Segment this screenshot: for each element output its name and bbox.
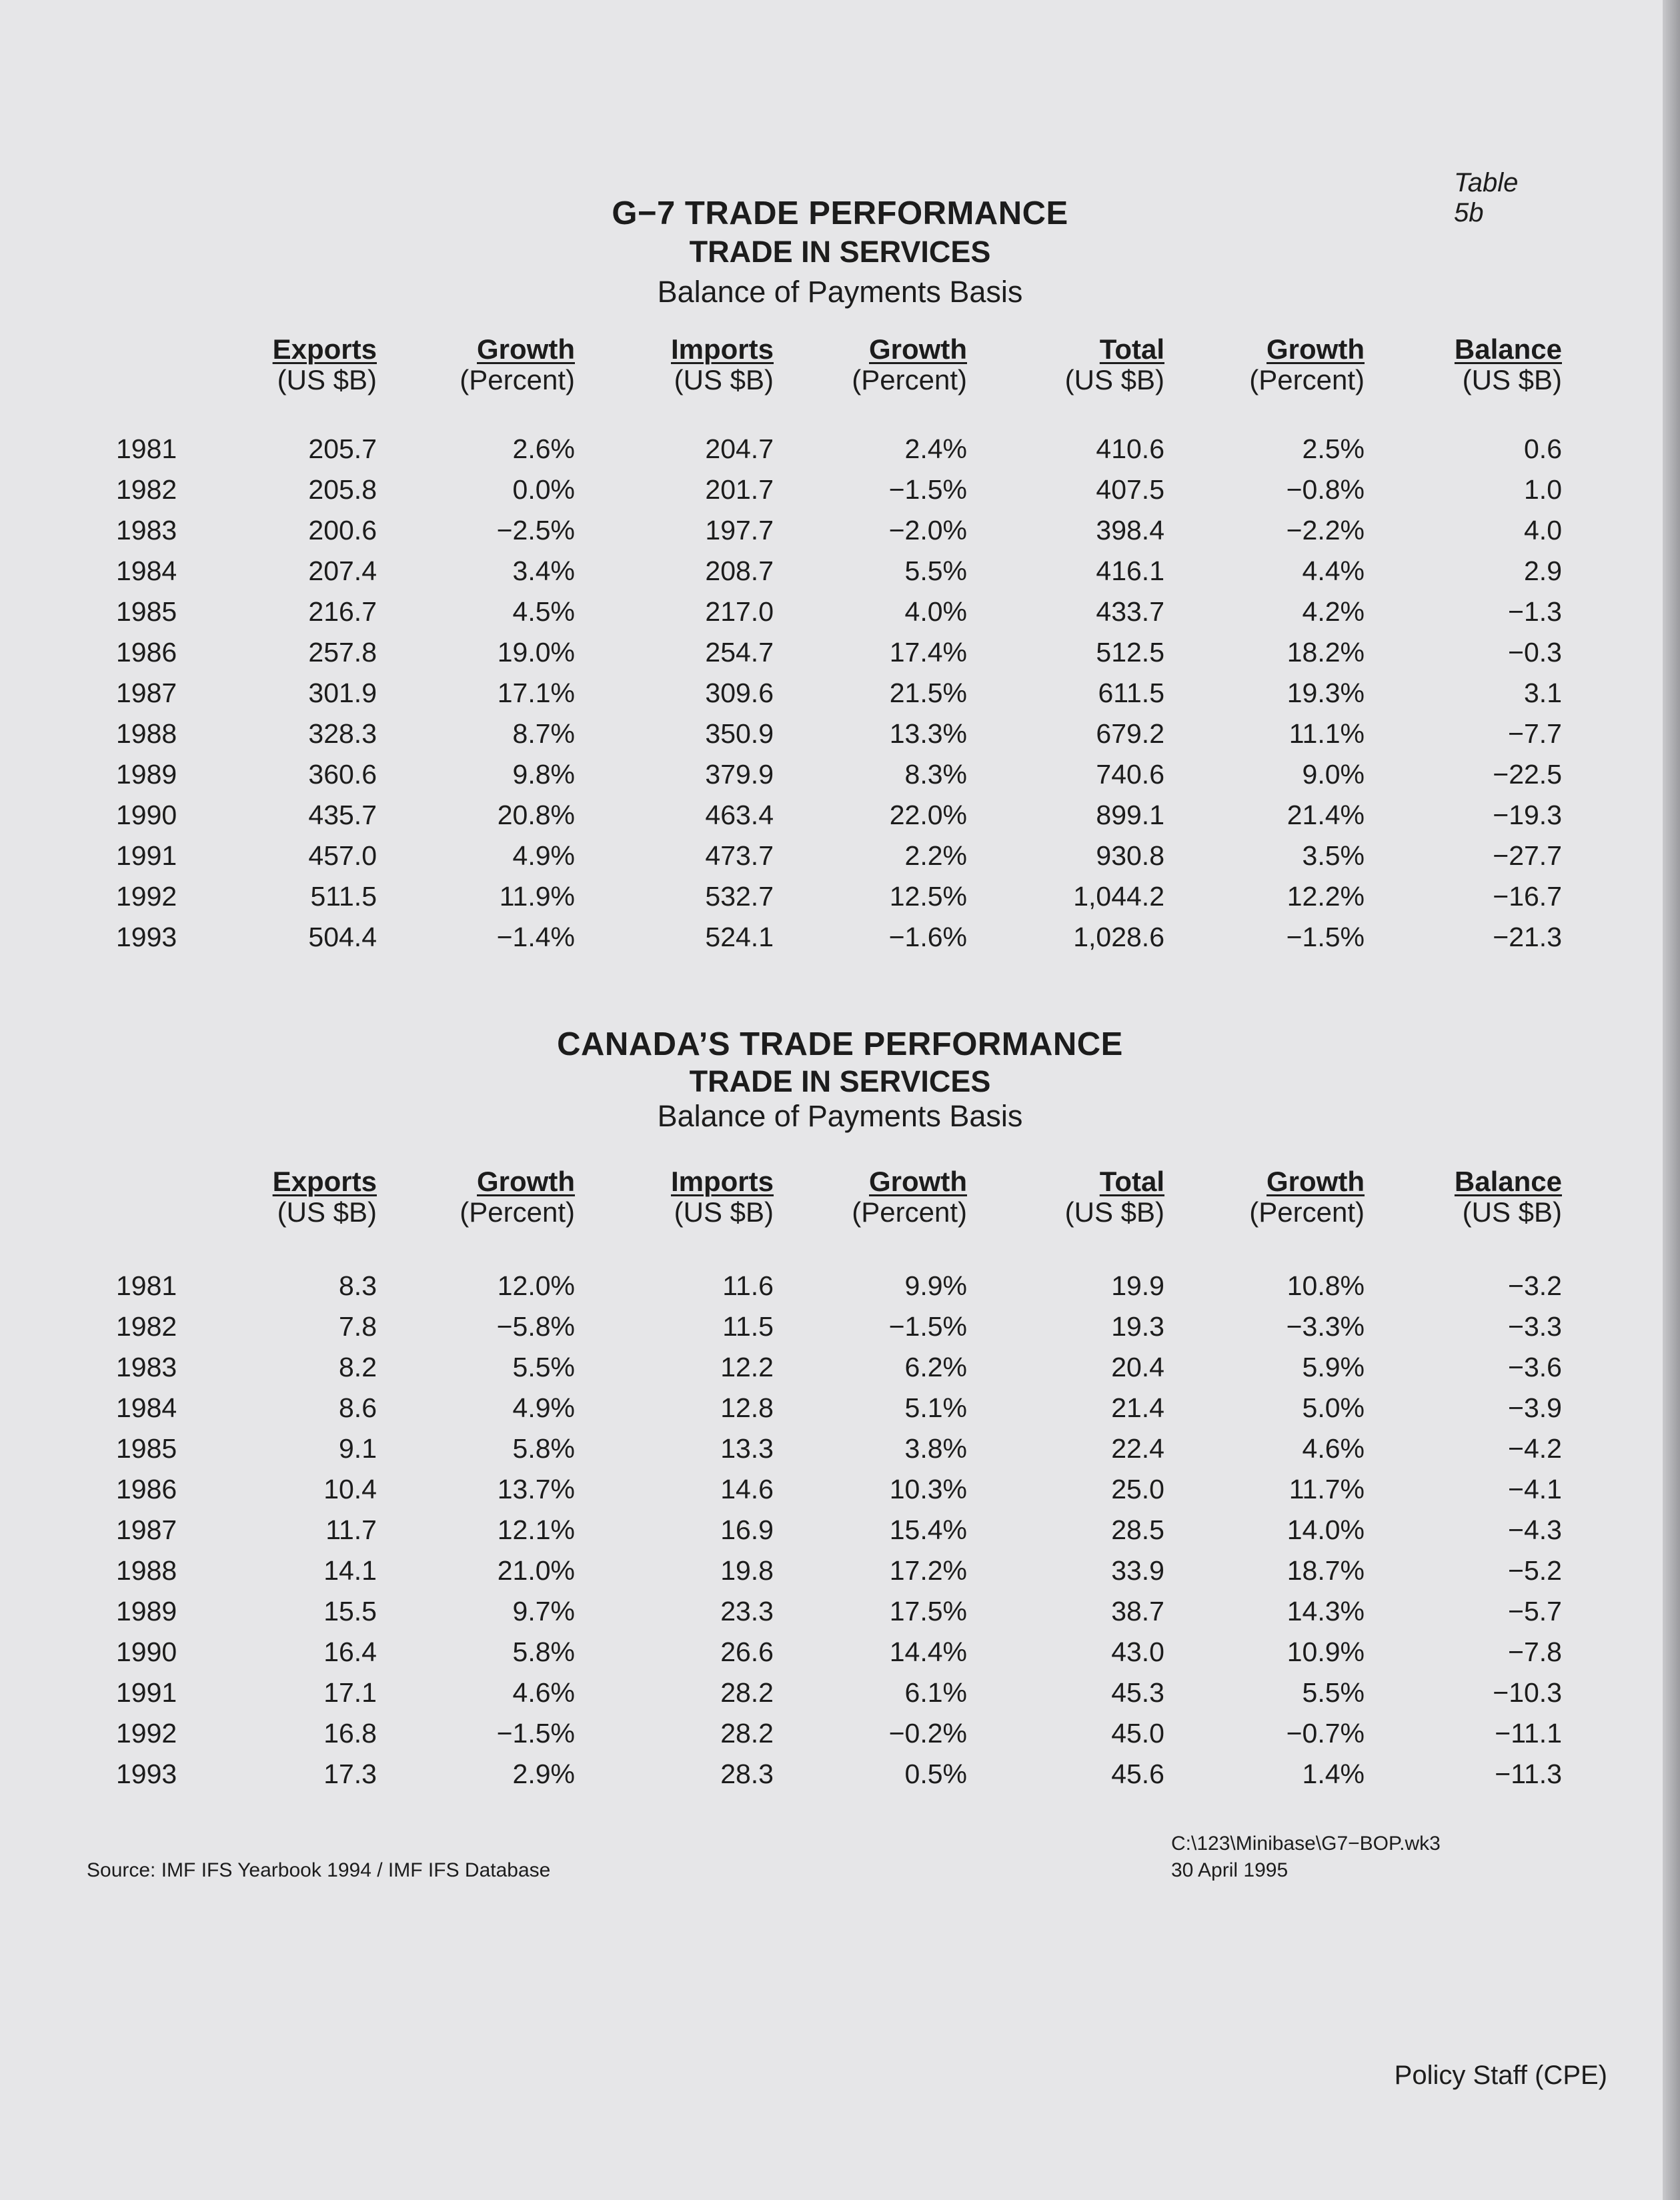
total-growth-cell: 18.2%	[1287, 637, 1365, 668]
exports-growth-cell: 21.0%	[497, 1555, 575, 1586]
exports-cell: 15.5	[323, 1596, 377, 1626]
canada-header-imports	[574, 1166, 774, 1227]
total-cell: 1,028.6	[1073, 922, 1164, 952]
year-cell: 1989	[116, 1596, 177, 1626]
canada-table-row	[0, 1433, 1680, 1472]
column-unit: (US $B)	[1064, 1196, 1164, 1228]
year-cell: 1992	[116, 881, 177, 912]
balance-cell: −5.2	[1508, 1555, 1562, 1586]
column-unit: (Percent)	[1249, 1196, 1365, 1228]
column-unit: (US $B)	[674, 364, 774, 395]
imports-growth-cell: 17.5%	[889, 1596, 967, 1626]
exports-cell: 8.3	[339, 1270, 377, 1301]
balance-cell: −7.8	[1508, 1636, 1562, 1667]
imports-growth-cell: 21.5%	[889, 678, 967, 708]
total-cell: 45.6	[1111, 1759, 1164, 1789]
year-cell: 1981	[116, 1270, 177, 1301]
canada-basis: Balance of Payments Basis	[657, 1099, 1023, 1133]
exports-cell: 216.7	[308, 596, 377, 627]
exports-growth-cell: 3.4%	[512, 556, 575, 586]
imports-cell: 11.6	[722, 1270, 774, 1301]
exports-cell: 10.4	[323, 1474, 377, 1504]
exports-growth-cell: −1.5%	[496, 1718, 575, 1749]
imports-cell: 532.7	[705, 881, 774, 912]
imports-cell: 197.7	[705, 515, 774, 545]
balance-cell: −3.2	[1508, 1270, 1562, 1301]
g7-table-row	[0, 637, 1680, 676]
column-unit: (US $B)	[277, 1196, 377, 1228]
column-unit: (Percent)	[852, 364, 967, 395]
column-label: Growth	[1267, 1166, 1365, 1197]
table-number: Table 5b	[1454, 168, 1519, 227]
column-label: Imports	[670, 333, 774, 365]
canada-table-row	[0, 1514, 1680, 1553]
column-label: Growth	[477, 333, 575, 365]
imports-cell: 11.5	[722, 1311, 774, 1342]
year-cell: 1986	[116, 637, 177, 668]
exports-growth-cell: −2.5%	[496, 515, 575, 545]
exports-growth-cell: 11.9%	[499, 881, 575, 912]
imports-growth-cell: −2.0%	[888, 515, 967, 545]
canada-header-exports	[177, 1166, 377, 1227]
g7-table-row	[0, 515, 1680, 554]
balance-cell: −3.3	[1508, 1311, 1562, 1342]
balance-cell: 1.0	[1524, 474, 1562, 505]
column-unit: (US $B)	[1064, 364, 1164, 395]
imports-cell: 204.7	[705, 433, 774, 464]
column-label: Total	[1099, 333, 1164, 365]
exports-cell: 17.1	[323, 1677, 377, 1708]
balance-cell: 3.1	[1524, 678, 1562, 708]
exports-growth-cell: 19.0%	[497, 637, 575, 668]
g7-table-row	[0, 556, 1680, 594]
imports-cell: 12.8	[720, 1392, 774, 1423]
imports-growth-cell: 6.2%	[904, 1352, 967, 1382]
total-cell: 416.1	[1096, 556, 1164, 586]
g7-header-balance	[1362, 333, 1562, 395]
total-cell: 611.5	[1098, 678, 1164, 708]
balance-cell: −21.3	[1493, 922, 1562, 952]
total-growth-cell: 4.2%	[1302, 596, 1365, 627]
exports-growth-cell: 17.1%	[497, 678, 575, 708]
total-growth-cell: 12.2%	[1287, 881, 1365, 912]
imports-cell: 28.2	[720, 1677, 774, 1708]
total-growth-cell: 21.4%	[1287, 800, 1365, 830]
canada-table-row	[0, 1677, 1680, 1716]
column-unit: (US $B)	[1462, 364, 1562, 395]
total-growth-cell: 4.6%	[1302, 1433, 1365, 1464]
total-cell: 45.3	[1111, 1677, 1164, 1708]
canada-table-row	[0, 1352, 1680, 1390]
imports-growth-cell: 0.5%	[904, 1759, 967, 1789]
balance-cell: 0.6	[1524, 433, 1562, 464]
file-path: C:\123\Minibase\G7−BOP.wk3	[1171, 1833, 1441, 1855]
g7-table-row	[0, 718, 1680, 757]
total-growth-cell: 11.1%	[1289, 718, 1365, 749]
canada-table-row	[0, 1718, 1680, 1757]
exports-growth-cell: 13.7%	[497, 1474, 575, 1504]
imports-growth-cell: 5.5%	[904, 556, 967, 586]
imports-cell: 14.6	[720, 1474, 774, 1504]
exports-growth-cell: 4.9%	[512, 840, 575, 871]
total-growth-cell: 11.7%	[1289, 1474, 1365, 1504]
g7-title: G−7 TRADE PERFORMANCE	[612, 195, 1068, 231]
imports-cell: 524.1	[705, 922, 774, 952]
total-cell: 45.0	[1111, 1718, 1164, 1749]
year-cell: 1982	[116, 1311, 177, 1342]
imports-cell: 208.7	[705, 556, 774, 586]
exports-cell: 17.3	[323, 1759, 377, 1789]
canada-table-row	[0, 1636, 1680, 1675]
balance-cell: 2.9	[1524, 556, 1562, 586]
imports-growth-cell: 9.9%	[904, 1270, 967, 1301]
total-growth-cell: 3.5%	[1302, 840, 1365, 871]
exports-growth-cell: 0.0%	[512, 474, 575, 505]
total-cell: 19.3	[1111, 1311, 1164, 1342]
exports-growth-cell: 9.8%	[512, 759, 575, 790]
imports-growth-cell: 17.2%	[889, 1555, 967, 1586]
g7-basis: Balance of Payments Basis	[657, 275, 1023, 309]
g7-table-row	[0, 759, 1680, 798]
imports-cell: 13.3	[720, 1433, 774, 1464]
canada-header-exports-growth	[375, 1166, 575, 1227]
total-cell: 28.5	[1111, 1514, 1164, 1545]
total-cell: 1,044.2	[1073, 881, 1164, 912]
exports-growth-cell: 9.7%	[512, 1596, 575, 1626]
g7-header-total	[964, 333, 1164, 395]
canada-subtitle: TRADE IN SERVICES	[689, 1064, 991, 1098]
total-growth-cell: 10.8%	[1287, 1270, 1365, 1301]
year-cell: 1991	[116, 840, 177, 871]
imports-cell: 350.9	[705, 718, 774, 749]
exports-growth-cell: 12.1%	[497, 1514, 575, 1545]
balance-cell: −16.7	[1493, 881, 1562, 912]
imports-cell: 217.0	[705, 596, 774, 627]
imports-growth-cell: 3.8%	[904, 1433, 967, 1464]
exports-cell: 8.6	[339, 1392, 377, 1423]
imports-growth-cell: 17.4%	[889, 637, 967, 668]
balance-cell: −4.2	[1508, 1433, 1562, 1464]
exports-cell: 457.0	[308, 840, 377, 871]
balance-cell: −0.3	[1508, 637, 1562, 668]
total-cell: 43.0	[1111, 1636, 1164, 1667]
column-label: Exports	[272, 1166, 377, 1197]
g7-header-exports	[177, 333, 377, 395]
g7-table-row	[0, 433, 1680, 472]
exports-cell: 205.8	[308, 474, 377, 505]
total-cell: 38.7	[1111, 1596, 1164, 1626]
imports-growth-cell: 5.1%	[904, 1392, 967, 1423]
g7-table-row	[0, 596, 1680, 635]
year-cell: 1984	[116, 1392, 177, 1423]
balance-cell: −22.5	[1493, 759, 1562, 790]
exports-growth-cell: 4.9%	[512, 1392, 575, 1423]
exports-cell: 504.4	[308, 922, 377, 952]
imports-growth-cell: 15.4%	[889, 1514, 967, 1545]
canada-title: CANADA’S TRADE PERFORMANCE	[557, 1026, 1123, 1062]
imports-growth-cell: 10.3%	[889, 1474, 967, 1504]
total-growth-cell: 19.3%	[1287, 678, 1365, 708]
exports-cell: 11.7	[325, 1514, 377, 1545]
column-unit: (US $B)	[277, 364, 377, 395]
imports-cell: 19.8	[720, 1555, 774, 1586]
g7-table-row	[0, 922, 1680, 960]
total-cell: 33.9	[1111, 1555, 1164, 1586]
total-growth-cell: −2.2%	[1286, 515, 1365, 545]
exports-growth-cell: 5.8%	[512, 1636, 575, 1667]
year-cell: 1983	[116, 1352, 177, 1382]
year-cell: 1993	[116, 922, 177, 952]
imports-growth-cell: −1.5%	[888, 474, 967, 505]
imports-growth-cell: 2.2%	[904, 840, 967, 871]
total-growth-cell: 18.7%	[1287, 1555, 1365, 1586]
total-cell: 410.6	[1096, 433, 1164, 464]
exports-growth-cell: 2.9%	[512, 1759, 575, 1789]
balance-cell: −19.3	[1493, 800, 1562, 830]
exports-cell: 511.5	[310, 881, 377, 912]
balance-cell: −4.3	[1508, 1514, 1562, 1545]
year-cell: 1987	[116, 1514, 177, 1545]
balance-cell: −4.1	[1508, 1474, 1562, 1504]
total-growth-cell: −0.7%	[1286, 1718, 1365, 1749]
exports-cell: 257.8	[308, 637, 377, 668]
imports-cell: 473.7	[705, 840, 774, 871]
year-cell: 1986	[116, 1474, 177, 1504]
total-cell: 398.4	[1096, 515, 1164, 545]
column-label: Exports	[272, 333, 377, 365]
canada-table-row	[0, 1270, 1680, 1309]
year-cell: 1987	[116, 678, 177, 708]
total-growth-cell: −0.8%	[1286, 474, 1365, 505]
total-cell: 512.5	[1096, 637, 1164, 668]
exports-growth-cell: 4.5%	[512, 596, 575, 627]
imports-cell: 201.7	[705, 474, 774, 505]
total-growth-cell: 5.5%	[1302, 1677, 1365, 1708]
column-unit: (Percent)	[460, 364, 575, 395]
g7-header-imports	[574, 333, 774, 395]
total-growth-cell: 4.4%	[1302, 556, 1365, 586]
imports-cell: 28.2	[720, 1718, 774, 1749]
g7-header-exports-growth	[375, 333, 575, 395]
total-cell: 22.4	[1111, 1433, 1164, 1464]
imports-growth-cell: 14.4%	[889, 1636, 967, 1667]
canada-header-total-growth	[1164, 1166, 1365, 1227]
imports-cell: 23.3	[720, 1596, 774, 1626]
total-cell: 21.4	[1111, 1392, 1164, 1423]
imports-growth-cell: 22.0%	[889, 800, 967, 830]
canada-header-balance	[1362, 1166, 1562, 1227]
canada-table-row	[0, 1311, 1680, 1350]
exports-cell: 328.3	[308, 718, 377, 749]
g7-subtitle: TRADE IN SERVICES	[689, 235, 991, 269]
exports-cell: 301.9	[308, 678, 377, 708]
column-label: Balance	[1454, 333, 1562, 365]
total-growth-cell: 1.4%	[1302, 1759, 1365, 1789]
g7-table-row	[0, 840, 1680, 879]
total-cell: 930.8	[1096, 840, 1164, 871]
exports-cell: 200.6	[308, 515, 377, 545]
column-label: Balance	[1454, 1166, 1562, 1197]
g7-header-imports-growth	[767, 333, 967, 395]
imports-growth-cell: 8.3%	[904, 759, 967, 790]
exports-growth-cell: 12.0%	[497, 1270, 575, 1301]
year-cell: 1990	[116, 800, 177, 830]
year-cell: 1991	[116, 1677, 177, 1708]
total-growth-cell: 14.3%	[1287, 1596, 1365, 1626]
exports-cell: 8.2	[339, 1352, 377, 1382]
exports-cell: 435.7	[308, 800, 377, 830]
balance-cell: −10.3	[1493, 1677, 1562, 1708]
year-cell: 1983	[116, 515, 177, 545]
exports-growth-cell: 5.5%	[512, 1352, 575, 1382]
year-cell: 1988	[116, 718, 177, 749]
column-unit: (Percent)	[460, 1196, 575, 1228]
total-growth-cell: −1.5%	[1286, 922, 1365, 952]
balance-cell: −27.7	[1493, 840, 1562, 871]
year-cell: 1993	[116, 1759, 177, 1789]
exports-growth-cell: −5.8%	[496, 1311, 575, 1342]
balance-cell: −1.3	[1508, 596, 1562, 627]
policy-staff-label: Policy Staff (CPE)	[1394, 2061, 1607, 2090]
total-cell: 899.1	[1096, 800, 1164, 830]
column-label: Growth	[869, 333, 967, 365]
total-growth-cell: 5.9%	[1302, 1352, 1365, 1382]
balance-cell: −3.9	[1508, 1392, 1562, 1423]
total-growth-cell: 10.9%	[1287, 1636, 1365, 1667]
imports-growth-cell: 4.0%	[904, 596, 967, 627]
year-cell: 1982	[116, 474, 177, 505]
total-growth-cell: 5.0%	[1302, 1392, 1365, 1423]
imports-cell: 28.3	[720, 1759, 774, 1789]
exports-growth-cell: 2.6%	[512, 433, 575, 464]
exports-growth-cell: −1.4%	[496, 922, 575, 952]
g7-table-row	[0, 474, 1680, 513]
balance-cell: −11.3	[1495, 1759, 1562, 1789]
total-cell: 433.7	[1096, 596, 1164, 627]
year-cell: 1985	[116, 1433, 177, 1464]
year-cell: 1989	[116, 759, 177, 790]
exports-cell: 7.8	[339, 1311, 377, 1342]
imports-growth-cell: −1.6%	[888, 922, 967, 952]
total-growth-cell: 2.5%	[1302, 433, 1365, 464]
canada-header-total	[964, 1166, 1164, 1227]
canada-table-row	[0, 1474, 1680, 1512]
imports-growth-cell: 2.4%	[904, 433, 967, 464]
total-cell: 407.5	[1096, 474, 1164, 505]
year-cell: 1981	[116, 433, 177, 464]
g7-header-total-growth	[1164, 333, 1365, 395]
column-label: Growth	[1267, 333, 1365, 365]
total-cell: 20.4	[1111, 1352, 1164, 1382]
exports-cell: 360.6	[308, 759, 377, 790]
canada-table-row	[0, 1596, 1680, 1634]
imports-cell: 26.6	[720, 1636, 774, 1667]
total-growth-cell: 14.0%	[1287, 1514, 1365, 1545]
canada-header-imports-growth	[767, 1166, 967, 1227]
canada-table-row	[0, 1555, 1680, 1594]
imports-cell: 379.9	[705, 759, 774, 790]
total-cell: 25.0	[1111, 1474, 1164, 1504]
exports-growth-cell: 4.6%	[512, 1677, 575, 1708]
year-cell: 1988	[116, 1555, 177, 1586]
balance-cell: −5.7	[1508, 1596, 1562, 1626]
exports-cell: 207.4	[308, 556, 377, 586]
imports-cell: 309.6	[705, 678, 774, 708]
imports-growth-cell: 13.3%	[889, 718, 967, 749]
imports-growth-cell: 12.5%	[889, 881, 967, 912]
total-cell: 679.2	[1096, 718, 1164, 749]
g7-table-row	[0, 678, 1680, 716]
balance-cell: −3.6	[1508, 1352, 1562, 1382]
imports-cell: 463.4	[705, 800, 774, 830]
source-note: Source: IMF IFS Yearbook 1994 / IMF IFS Database	[87, 1859, 551, 1881]
column-label: Growth	[869, 1166, 967, 1197]
column-unit: (US $B)	[1462, 1196, 1562, 1228]
exports-cell: 14.1	[323, 1555, 377, 1586]
g7-table-row	[0, 800, 1680, 838]
year-cell: 1984	[116, 556, 177, 586]
imports-cell: 16.9	[720, 1514, 774, 1545]
column-unit: (Percent)	[852, 1196, 967, 1228]
canada-table-row	[0, 1759, 1680, 1797]
year-cell: 1992	[116, 1718, 177, 1749]
document-date: 30 April 1995	[1171, 1859, 1289, 1881]
column-label: Imports	[670, 1166, 774, 1197]
balance-cell: −7.7	[1508, 718, 1562, 749]
exports-growth-cell: 8.7%	[512, 718, 575, 749]
imports-growth-cell: −1.5%	[888, 1311, 967, 1342]
column-unit: (Percent)	[1249, 364, 1365, 395]
balance-cell: −11.1	[1495, 1718, 1562, 1749]
balance-cell: 4.0	[1524, 515, 1562, 545]
total-cell: 19.9	[1111, 1270, 1164, 1301]
imports-cell: 12.2	[720, 1352, 774, 1382]
imports-growth-cell: 6.1%	[904, 1677, 967, 1708]
year-cell: 1985	[116, 596, 177, 627]
column-unit: (US $B)	[674, 1196, 774, 1228]
exports-growth-cell: 20.8%	[497, 800, 575, 830]
exports-cell: 9.1	[339, 1433, 377, 1464]
year-cell: 1990	[116, 1636, 177, 1667]
column-label: Total	[1099, 1166, 1164, 1197]
imports-cell: 254.7	[705, 637, 774, 668]
canada-table-row	[0, 1392, 1680, 1431]
total-growth-cell: −3.3%	[1286, 1311, 1365, 1342]
exports-cell: 16.4	[323, 1636, 377, 1667]
total-growth-cell: 9.0%	[1302, 759, 1365, 790]
exports-cell: 16.8	[323, 1718, 377, 1749]
total-cell: 740.6	[1096, 759, 1164, 790]
g7-table-row	[0, 881, 1680, 920]
imports-growth-cell: −0.2%	[888, 1718, 967, 1749]
exports-growth-cell: 5.8%	[512, 1433, 575, 1464]
exports-cell: 205.7	[308, 433, 377, 464]
column-label: Growth	[477, 1166, 575, 1197]
